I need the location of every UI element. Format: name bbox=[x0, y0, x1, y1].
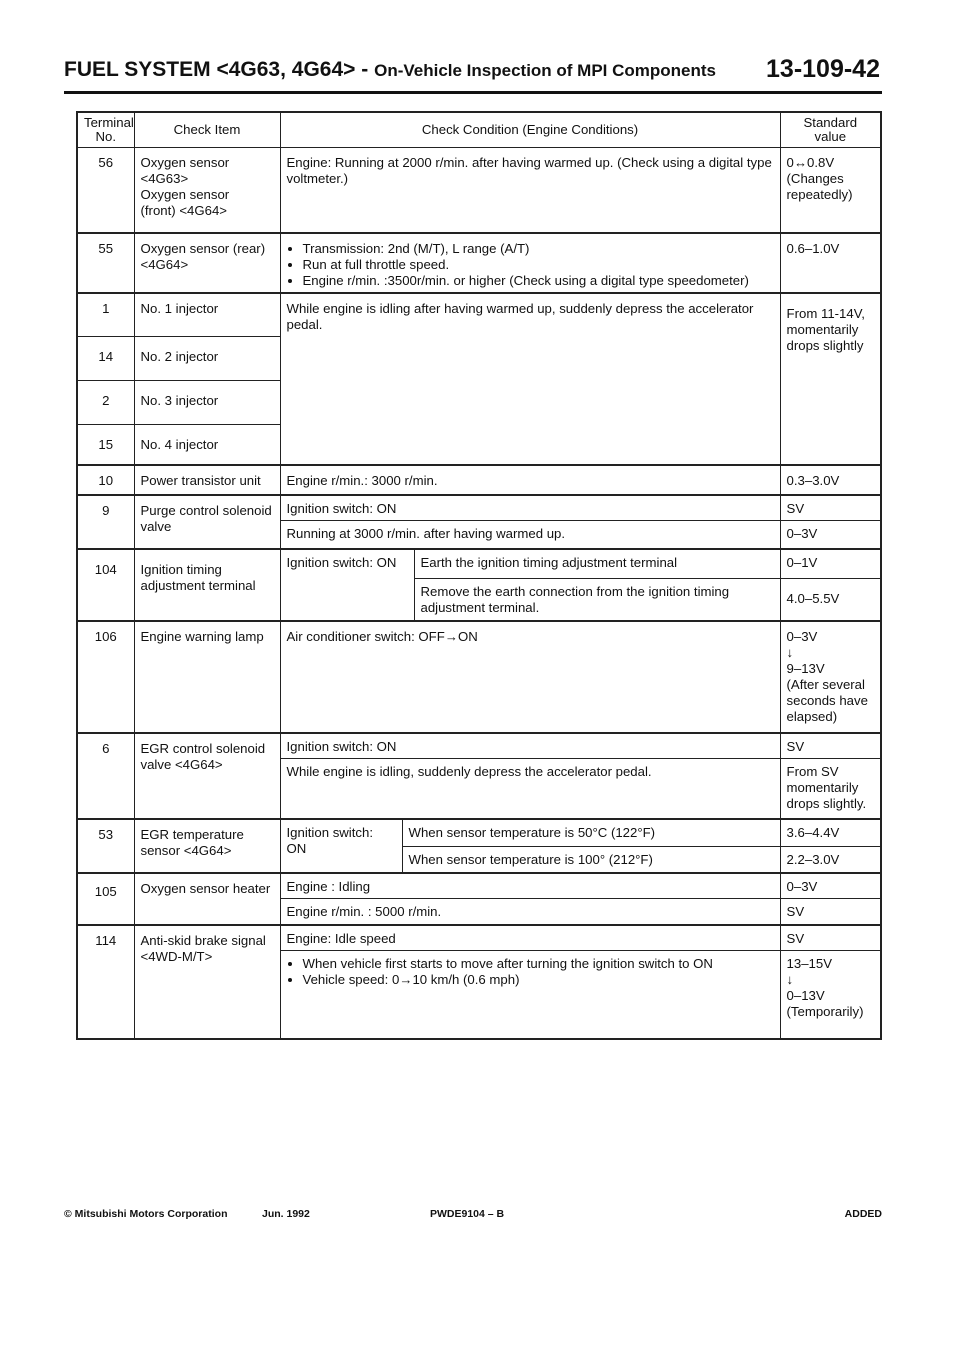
table-row bbox=[77, 465, 881, 495]
standard-value-cell: SV bbox=[780, 733, 881, 759]
header-terminal: Terminal No. bbox=[77, 112, 134, 148]
table-row bbox=[77, 733, 881, 759]
terminal-cell: 55 bbox=[77, 233, 134, 293]
condition-bullet: • Engine r/min. :3500r/min. or higher (Check using a digital type speedometer) bbox=[303, 273, 774, 289]
header-standard-value: Standard value bbox=[780, 112, 881, 148]
standard-value-cell: 0.3–3.0V bbox=[780, 465, 881, 495]
page-number: 13-109-42 bbox=[766, 55, 880, 83]
table-row bbox=[77, 621, 881, 733]
terminal-cell: 56 bbox=[77, 148, 134, 233]
terminal-cell: 15 bbox=[77, 425, 134, 465]
table-row bbox=[77, 549, 881, 579]
condition-cell: Ignition switch: ON bbox=[280, 819, 402, 873]
check-item-cell: Purge control solenoid valve bbox=[134, 495, 280, 549]
standard-value-cell: 0–3V bbox=[780, 521, 881, 549]
table-row bbox=[77, 495, 881, 521]
terminal-cell: 6 bbox=[77, 733, 134, 819]
table-row bbox=[77, 148, 881, 233]
terminal-cell: 1 bbox=[77, 293, 134, 337]
terminal-cell: 14 bbox=[77, 337, 134, 381]
check-item-cell: Ignition timing adjustment terminal bbox=[134, 549, 280, 621]
condition-cell bbox=[280, 233, 780, 293]
standard-value-cell: 13–15V ↓ 0–13V (Temporarily) bbox=[780, 951, 881, 1039]
condition-cell: Engine : Idling bbox=[280, 873, 780, 899]
condition-cell: Engine: Idle speed bbox=[280, 925, 780, 951]
standard-value-cell: 0–3V bbox=[780, 873, 881, 899]
terminal-cell: 10 bbox=[77, 465, 134, 495]
condition-cell: Engine r/min. : 5000 r/min. bbox=[280, 899, 780, 925]
condition-cell: Ignition switch: ON bbox=[280, 733, 780, 759]
condition-cell: Engine: Running at 2000 r/min. after having warmed up. (Check using a digital type voltmeter.) bbox=[280, 148, 780, 233]
check-item-cell: Engine warning lamp bbox=[134, 621, 280, 733]
check-item-cell: Oxygen sensor <4G63> Oxygen sensor (front) <4G64> bbox=[134, 148, 280, 233]
footer-date: Jun. 1992 bbox=[262, 1208, 310, 1220]
terminal-cell: 105 bbox=[77, 873, 134, 925]
terminal-cell: 2 bbox=[77, 381, 134, 425]
standard-value-cell: 0.6–1.0V bbox=[780, 233, 881, 293]
check-item-cell: EGR control solenoid valve <4G64> bbox=[134, 733, 280, 819]
sub-condition-cell: When sensor temperature is 50°C (122°F) bbox=[402, 819, 780, 847]
table-row bbox=[77, 293, 881, 337]
condition-cell: Ignition switch: ON bbox=[280, 495, 780, 521]
page-header bbox=[64, 55, 882, 94]
terminal-cell: 106 bbox=[77, 621, 134, 733]
check-item-cell: No. 3 injector bbox=[134, 381, 280, 425]
page-title bbox=[64, 58, 716, 82]
condition-cell: While engine is idling, suddenly depress the accelerator pedal. bbox=[280, 759, 780, 819]
standard-value-cell: 3.6–4.4V bbox=[780, 819, 881, 847]
table-header-row bbox=[77, 112, 881, 148]
standard-value-cell: 2.2–3.0V bbox=[780, 847, 881, 873]
check-item-cell: Oxygen sensor (rear) <4G64> bbox=[134, 233, 280, 293]
footer-copyright: © Mitsubishi Motors Corporation bbox=[64, 1208, 228, 1220]
condition-bullet: • When vehicle first starts to move after turning the ignition switch to ON bbox=[303, 956, 774, 972]
table-row bbox=[77, 819, 881, 847]
check-item-cell: Power transistor unit bbox=[134, 465, 280, 495]
condition-cell: Air conditioner switch: OFF→ON bbox=[280, 621, 780, 733]
header-rule bbox=[64, 91, 882, 94]
check-item-cell: EGR temperature sensor <4G64> bbox=[134, 819, 280, 873]
check-item-cell: No. 1 injector bbox=[134, 293, 280, 337]
standard-value-cell: 0↔0.8V (Changes repeatedly) bbox=[780, 148, 881, 233]
sub-condition-cell: When sensor temperature is 100° (212°F) bbox=[402, 847, 780, 873]
standard-value-cell: SV bbox=[780, 495, 881, 521]
standard-value-cell: SV bbox=[780, 899, 881, 925]
standard-value-cell: 4.0–5.5V bbox=[780, 579, 881, 621]
condition-cell: While engine is idling after having warmed up, suddenly depress the accelerator pedal. bbox=[280, 293, 780, 465]
footer-status: ADDED bbox=[844, 1208, 882, 1220]
standard-value-cell: 0–1V bbox=[780, 549, 881, 579]
standard-value-cell: From SV momentarily drops slightly. bbox=[780, 759, 881, 819]
table-row bbox=[77, 233, 881, 293]
terminal-cell: 53 bbox=[77, 819, 134, 873]
terminal-cell: 9 bbox=[77, 495, 134, 549]
header-check-item: Check Item bbox=[134, 112, 280, 148]
check-item-cell: No. 2 injector bbox=[134, 337, 280, 381]
terminal-cell: 104 bbox=[77, 549, 134, 621]
table-row bbox=[77, 925, 881, 951]
check-item-cell: Oxygen sensor heater bbox=[134, 873, 280, 925]
condition-bullet: • Vehicle speed: 0→10 km/h (0.6 mph) bbox=[303, 972, 774, 988]
sub-condition-cell: Remove the earth connection from the ignition timing adjustment terminal. bbox=[414, 579, 780, 621]
check-item-cell: No. 4 injector bbox=[134, 425, 280, 465]
title-dash: - bbox=[361, 58, 369, 81]
footer-code: PWDE9104 – B bbox=[430, 1208, 505, 1220]
condition-bullet: • Run at full throttle speed. bbox=[303, 257, 774, 273]
section-title: FUEL SYSTEM <4G63, 4G64> bbox=[64, 58, 356, 81]
check-item-cell: Anti-skid brake signal <4WD-M/T> bbox=[134, 925, 280, 1039]
section-subtitle: On-Vehicle Inspection of MPI Components bbox=[374, 61, 717, 80]
condition-cell: Engine r/min.: 3000 r/min. bbox=[280, 465, 780, 495]
condition-cell: Ignition switch: ON bbox=[280, 549, 414, 621]
condition-bullet: • Transmission: 2nd (M/T), L range (A/T) bbox=[303, 241, 774, 257]
standard-value-cell: SV bbox=[780, 925, 881, 951]
table-row bbox=[77, 873, 881, 899]
sub-condition-cell: Earth the ignition timing adjustment terminal bbox=[414, 549, 780, 579]
inspection-table bbox=[76, 111, 882, 1040]
header-check-condition: Check Condition (Engine Conditions) bbox=[280, 112, 780, 148]
terminal-cell: 114 bbox=[77, 925, 134, 1039]
standard-value-cell: 0–3V ↓ 9–13V (After several seconds have elapsed) bbox=[780, 621, 881, 733]
standard-value-cell: From 11-14V, momentarily drops slightly bbox=[780, 293, 881, 465]
condition-cell: Running at 3000 r/min. after having warmed up. bbox=[280, 521, 780, 549]
condition-cell bbox=[280, 951, 780, 1039]
